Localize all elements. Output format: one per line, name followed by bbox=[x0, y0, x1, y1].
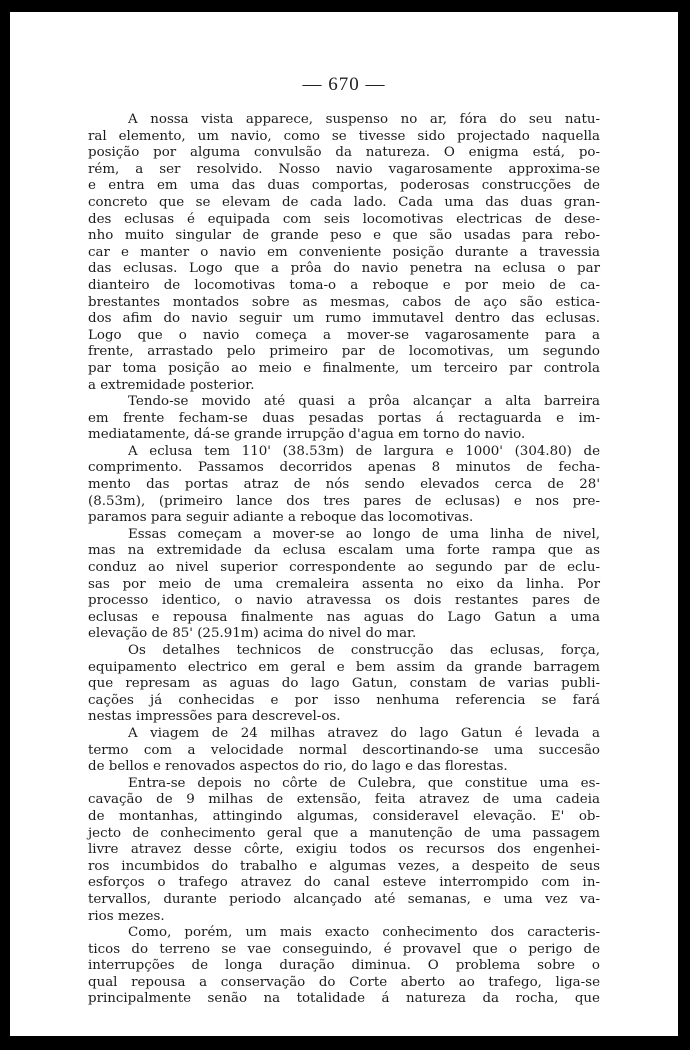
text-line: eclusas e repousa finalmente nas aguas do Lago Gatun a uma bbox=[88, 609, 600, 625]
text-line: equipamento electrico em geral e bem assim da grande barragem bbox=[88, 659, 600, 675]
text-line: conduz ao nivel superior correspondente ao segundo par de eclu- bbox=[88, 560, 600, 576]
text-line: des eclusas é equipada com seis locomotivas electricas de dese- bbox=[88, 211, 600, 227]
text-line: sas por meio de uma cremaleira assenta no eixo da linha. Por bbox=[88, 576, 600, 592]
text-line: Tendo-se movido até quasi a prôa alcançar a alta barreira bbox=[128, 394, 600, 410]
text-line: car e manter o navio em conveniente posição durante a travessia bbox=[88, 244, 600, 260]
text-line: nho muito singular de grande peso e que são usadas para rebo- bbox=[88, 228, 600, 244]
text-line: em frente fecham-se duas pesadas portas á rectaguarda e im- bbox=[88, 410, 600, 426]
body-text bbox=[88, 112, 600, 1008]
text-line: ticos do terreno se vae conseguindo, é provavel que o perigo de bbox=[88, 941, 600, 957]
text-line: tervallos, durante periodo alcançado até semanas, e uma vez va- bbox=[88, 891, 600, 907]
text-line: Entra-se depois no côrte de Culebra, que constitue uma es- bbox=[128, 775, 600, 791]
text-line: Logo que o navio começa a mover-se vagarosamente para a bbox=[88, 327, 600, 343]
text-line: principalmente senão na totalidade á natureza da rocha, que bbox=[88, 991, 600, 1007]
text-line: ros incumbidos do trabalho e algumas vezes, a despeito de seus bbox=[88, 858, 600, 874]
text-line: Como, porém, um mais exacto conhecimento dos caracteris- bbox=[128, 925, 600, 941]
text-line: de montanhas, attingindo algumas, consideravel elevação. E' ob- bbox=[88, 808, 600, 824]
text-line: frente, arrastado pelo primeiro par de locomotivas, um segundo bbox=[88, 344, 600, 360]
text-line: posição por alguma convulsão da natureza. O enigma está, po- bbox=[88, 145, 600, 161]
text-line: rém, a ser resolvido. Nosso navio vagarosamente approxima-se bbox=[88, 161, 600, 177]
text-line: mas na extremidade da eclusa escalam uma forte rampa que as bbox=[88, 543, 600, 559]
text-line: cavação de 9 milhas de extensão, feita atravez de uma cadeia bbox=[88, 792, 600, 808]
text-line: a extremidade posterior. bbox=[88, 377, 255, 393]
text-line: que represam as aguas do lago Gatun, constam de varias publi- bbox=[88, 676, 600, 692]
text-line: par toma posição ao meio e finalmente, um terceiro par controla bbox=[88, 360, 600, 376]
text-line: e entra em uma das duas comportas, poderosas construcções de bbox=[88, 178, 600, 194]
text-line: termo com a velocidade normal descortinando-se uma succesão bbox=[88, 742, 600, 758]
page-number: — 670 — bbox=[302, 74, 386, 95]
text-line: qual repousa a conservação do Corte aberto ao trafego, liga-se bbox=[88, 974, 600, 990]
text-line: comprimento. Passamos decorridos apenas 8 minutos de fecha- bbox=[88, 460, 600, 476]
text-line: A nossa vista apparece, suspenso no ar, fóra do seu natu- bbox=[128, 112, 600, 127]
text-line: cações já conhecidas e por isso nenhuma referencia se fará bbox=[88, 692, 600, 708]
text-line: mento das portas atraz de nós sendo elevados cerca de 28' bbox=[88, 477, 600, 493]
text-line: processo identico, o navio atravessa os dois restantes pares de bbox=[88, 593, 600, 609]
text-line: rios mezes. bbox=[88, 908, 165, 924]
text-line: A viagem de 24 milhas atravez do lago Gatun é levada a bbox=[128, 725, 600, 741]
text-line: dos afim do navio seguir um rumo immutavel dentro das eclusas. bbox=[88, 311, 600, 327]
text-line: Os detalhes technicos de construcção das eclusas, força, bbox=[128, 643, 600, 658]
text-line: (8.53m), (primeiro lance dos tres pares de eclusas) e nos pre- bbox=[88, 493, 600, 509]
text-line: esforços o trafego atravez do canal esteve interrompido com in- bbox=[88, 875, 600, 891]
text-line: jecto de conhecimento geral que a manutenção de uma passagem bbox=[88, 825, 600, 841]
text-line: de bellos e renovados aspectos do rio, do lago e das florestas. bbox=[88, 759, 508, 775]
text-line: nestas impressões para descrevel-os. bbox=[88, 709, 341, 725]
document-page bbox=[10, 12, 678, 1036]
text-line: ral elemento, um navio, como se tivesse sido projectado naquella bbox=[88, 128, 600, 144]
text-line: livre atravez desse côrte, exigiu todos os recursos dos engenhei- bbox=[88, 842, 600, 858]
text-line: brestantes montados sobre as mesmas, cabos de aço são estica- bbox=[88, 294, 600, 310]
text-line: Essas começam a mover-se ao longo de uma linha de nivel, bbox=[128, 526, 600, 542]
text-line: dianteiro de locomotivas toma-o a reboque e por meio de ca- bbox=[88, 277, 600, 293]
text-line: mediatamente, dá-se grande irrupção d'agua em torno do navio. bbox=[88, 427, 526, 443]
text-line: paramos para seguir adiante a reboque das locomotivas. bbox=[88, 510, 474, 526]
text-line: interrupções de longa duração diminua. O problema sobre o bbox=[88, 958, 600, 974]
text-line: elevação de 85' (25.91m) acima do nivel do mar. bbox=[88, 626, 417, 642]
text-line: das eclusas. Logo que a prôa do navio penetra na eclusa o par bbox=[88, 261, 600, 277]
text-line: concreto que se elevam de cada lado. Cada uma das duas gran- bbox=[88, 194, 600, 210]
text-line: A eclusa tem 110' (38.53m) de largura e 1000' (304.80) de bbox=[128, 443, 600, 459]
